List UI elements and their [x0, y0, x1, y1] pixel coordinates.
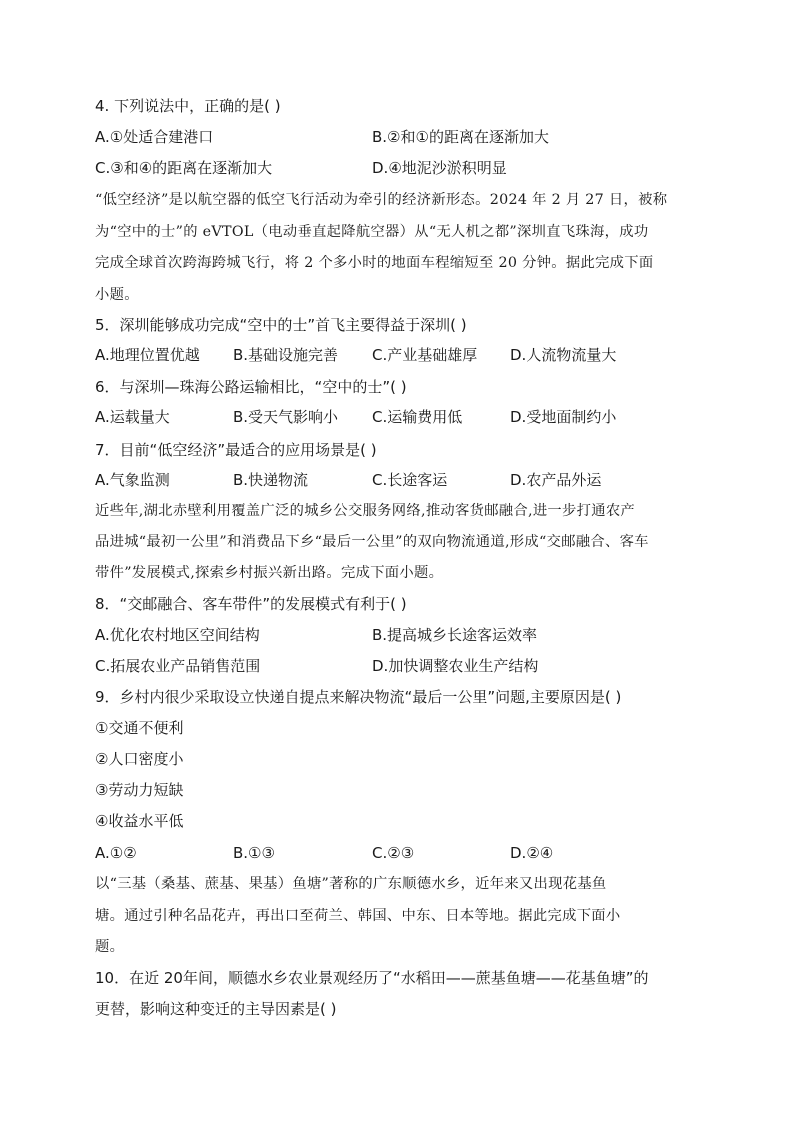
passage-1-line-4: 小题。 [95, 287, 139, 303]
question-9-option-a: A.①② [95, 844, 137, 862]
question-10-stem-line-2: 更替，影响这种变迁的主导因素是( ) [95, 1000, 337, 1018]
passage-1-line-2: 为“空中的士”的 eVTOL（电动垂直起降航空器）从“无人机之都”深圳直飞珠海，成功 [95, 224, 649, 240]
passage-2-line-3: 带件”发展模式,探索乡村振兴新出路。完成下面小题。 [95, 565, 444, 581]
question-9-stem: 9．乡村内很少采取设立快递自提点来解决物流“最后一公里”问题,主要原因是( ) [95, 688, 622, 706]
question-8-option-c: C.拓展农业产品销售范围 [95, 657, 261, 675]
question-8-option-d: D.加快调整农业生产结构 [372, 657, 539, 675]
question-6-option-a: A.运载量大 [95, 408, 170, 426]
question-5-option-c: C.产业基础雄厚 [372, 346, 478, 364]
question-5-option-a: A.地理位置优越 [95, 346, 200, 364]
question-9-option-d: D.②④ [510, 844, 554, 862]
question-7-option-a: A.气象监测 [95, 471, 170, 489]
question-4-option-a: A.①处适合建港口 [95, 128, 214, 146]
question-6-option-b: B.受天气影响小 [233, 408, 339, 426]
question-7-option-d: D.农产品外运 [510, 471, 602, 489]
question-9-item-1: ①交通不便利 [95, 719, 184, 737]
question-7-option-c: C.长途客运 [372, 471, 448, 489]
question-7-option-b: B.快递物流 [233, 471, 309, 489]
passage-1-line-1: “低空经济”是以航空器的低空飞行活动为牵引的经济新形态。2024 年 2 月 27 日，被称 [95, 192, 668, 208]
question-9-option-c: C.②③ [372, 844, 415, 862]
question-9-option-b: B.①③ [233, 844, 275, 862]
question-6-option-c: C.运输费用低 [372, 408, 463, 426]
passage-3-line-1: 以“三基（桑基、蔗基、果基）鱼塘”著称的广东顺德水乡，近年来又出现花基鱼 [95, 876, 607, 892]
question-8-stem: 8．“交邮融合、客车带件”的发展模式有利于( ) [95, 595, 407, 613]
question-9-item-2: ②人口密度小 [95, 750, 184, 768]
passage-3-line-2: 塘。通过引种名品花卉，再出口至荷兰、韩国、中东、日本等地。据此完成下面小 [95, 908, 621, 924]
question-8-option-a: A.优化农村地区空间结构 [95, 626, 260, 644]
question-8-option-b: B.提高城乡长途客运效率 [372, 626, 538, 644]
passage-1-line-3: 完成全球首次跨海跨城飞行，将 2 个多小时的地面车程缩短至 20 分钟。据此完成下面 [95, 255, 654, 271]
passage-2-line-1: 近些年,湖北赤壁利用覆盖广泛的城乡公交服务网络,推动客货邮融合,进一步打通农产 [95, 503, 636, 519]
question-7-stem: 7．目前“低空经济”最适合的应用场景是( ) [95, 441, 377, 459]
question-4-option-c: C.③和④的距离在逐渐加大 [95, 159, 273, 177]
question-9-item-4: ④收益水平低 [95, 812, 184, 830]
question-4-option-d: D.④地泥沙淤积明显 [372, 159, 507, 177]
passage-2-line-2: 品进城“最初一公里”和消费品下乡“最后一公里”的双向物流通道,形成“交邮融合、客车 [95, 534, 649, 550]
question-4-stem: 4. 下列说法中，正确的是( ) [95, 97, 281, 115]
question-4-option-b: B.②和①的距离在逐渐加大 [372, 128, 549, 146]
question-6-option-d: D.受地面制约小 [510, 408, 617, 426]
question-5-stem: 5．深圳能够成功完成“空中的士”首飞主要得益于深圳( ) [95, 316, 467, 334]
question-5-option-b: B.基础设施完善 [233, 346, 339, 364]
passage-3-line-3: 题。 [95, 939, 125, 955]
question-9-item-3: ③劳动力短缺 [95, 781, 184, 799]
question-5-option-d: D.人流物流量大 [510, 346, 617, 364]
question-10-stem-line-1: 10．在近 20年间，顺德水乡农业景观经历了“水稻田——蔗基鱼塘——花基鱼塘”的 [95, 969, 649, 987]
question-6-stem: 6．与深圳—珠海公路运输相比，“空中的士”( ) [95, 378, 407, 396]
